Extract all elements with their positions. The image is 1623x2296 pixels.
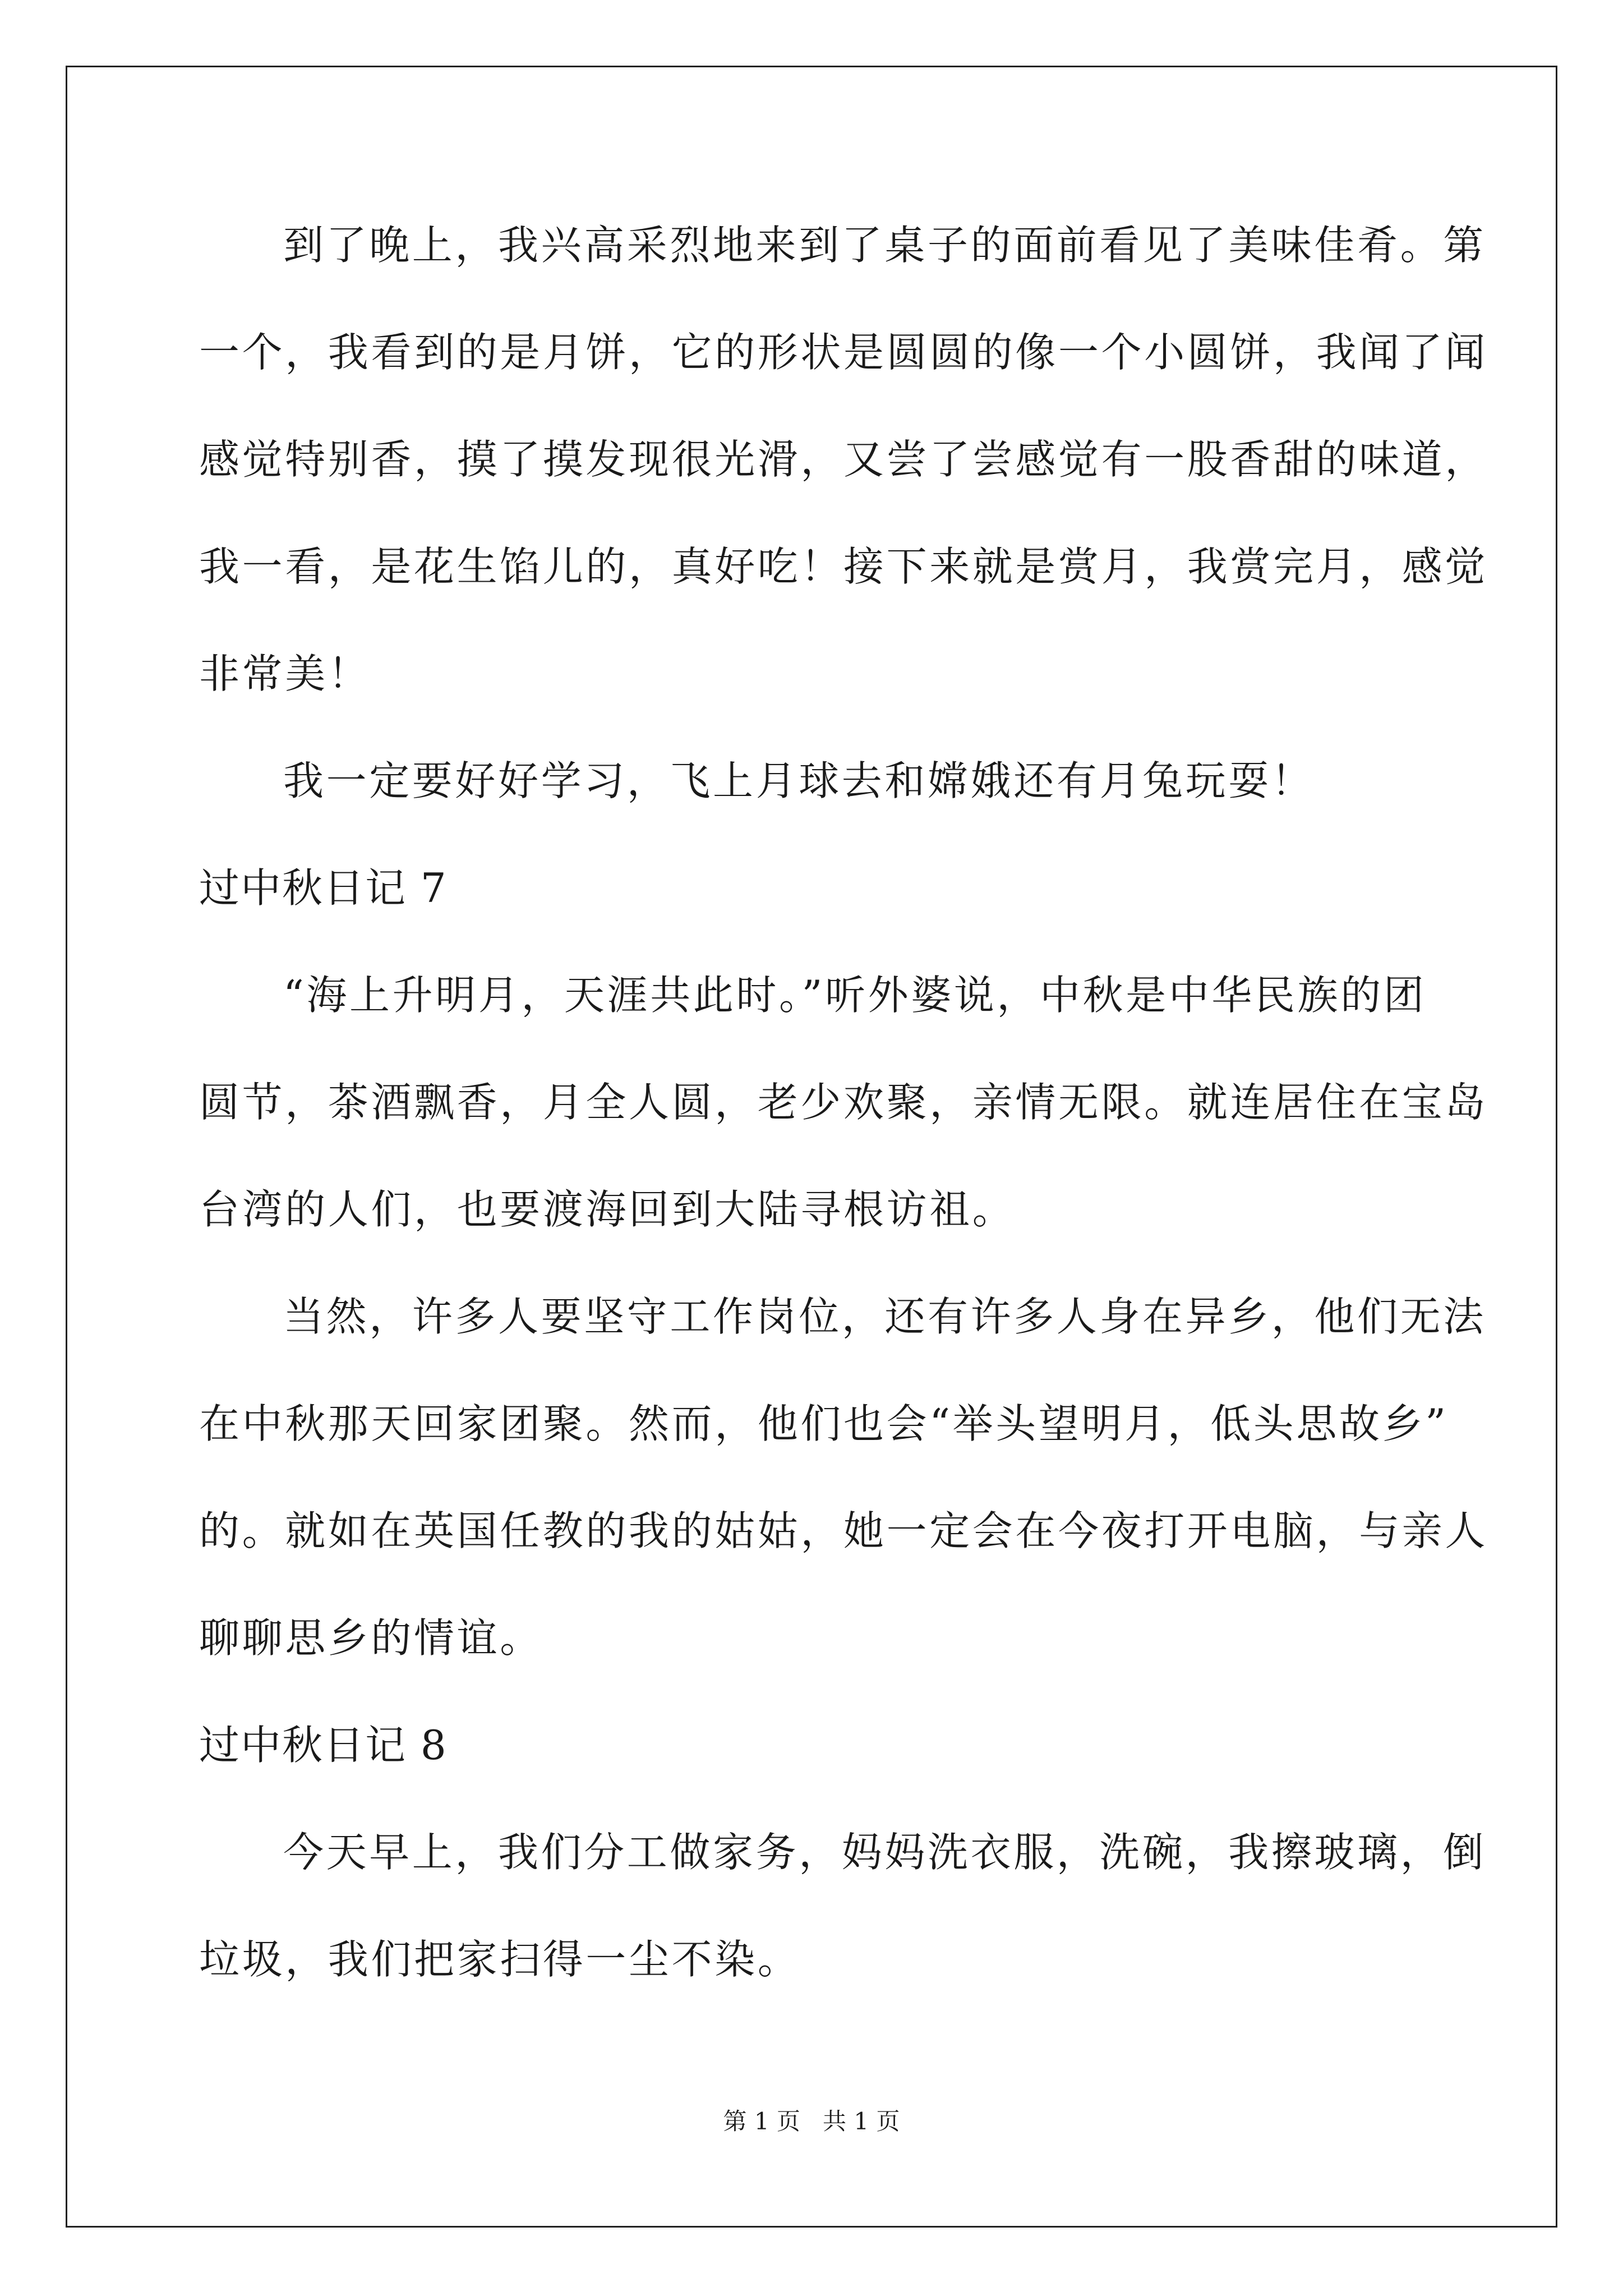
paragraph-line: 圆节，茶酒飘香，月全人圆，老少欢聚，亲情无限。就连居住在宝岛 [199,1079,1488,1126]
section-heading: 过中秋日记 7 [199,864,448,912]
paragraph-line: 在中秋那天回家团聚。然而，他们也会“举头望明月，低头思故乡” [199,1400,1449,1447]
document-body [199,214,1488,2036]
paragraph-line: 当然，许多人要坚守工作岗位，还有许多人身在异乡，他们无法 [283,1293,1486,1340]
paragraph-line: 一个，我看到的是月饼，它的形状是圆圆的像一个小圆饼，我闻了闻 [199,329,1488,376]
paragraph-line: 我一看，是花生馅儿的，真好吃！接下来就是赏月，我赏完月，感觉 [199,543,1488,590]
paragraph-line: “海上升明月，天涯共此时。”听外婆说，中秋是中华民族的团 [283,972,1427,1019]
paragraph-line: 的。就如在英国任教的我的姑姑，她一定会在今夜打开电脑，与亲人 [199,1507,1488,1554]
paragraph-line: 非常美！ [199,650,371,697]
paragraph-line: 台湾的人们，也要渡海回到大陆寻根访祖。 [199,1186,1016,1233]
section-heading: 过中秋日记 8 [199,1722,448,1769]
page-footer: 第 1 页 共 1 页 [723,2108,900,2135]
paragraph-line: 聊聊思乡的情谊。 [199,1614,543,1662]
paragraph-line: 垃圾，我们把家扫得一尘不染。 [199,1936,801,1983]
paragraph-line: 今天早上，我们分工做家务，妈妈洗衣服，洗碗，我擦玻璃，倒 [283,1829,1486,1876]
paragraph-line: 感觉特别香，摸了摸发现很光滑，又尝了尝感觉有一股香甜的味道， [199,436,1488,483]
paragraph-line: 我一定要好好学习，飞上月球去和嫦娥还有月兔玩耍！ [283,757,1315,804]
paragraph-line: 到了晚上，我兴高采烈地来到了桌子的面前看见了美味佳肴。第 [283,222,1486,269]
